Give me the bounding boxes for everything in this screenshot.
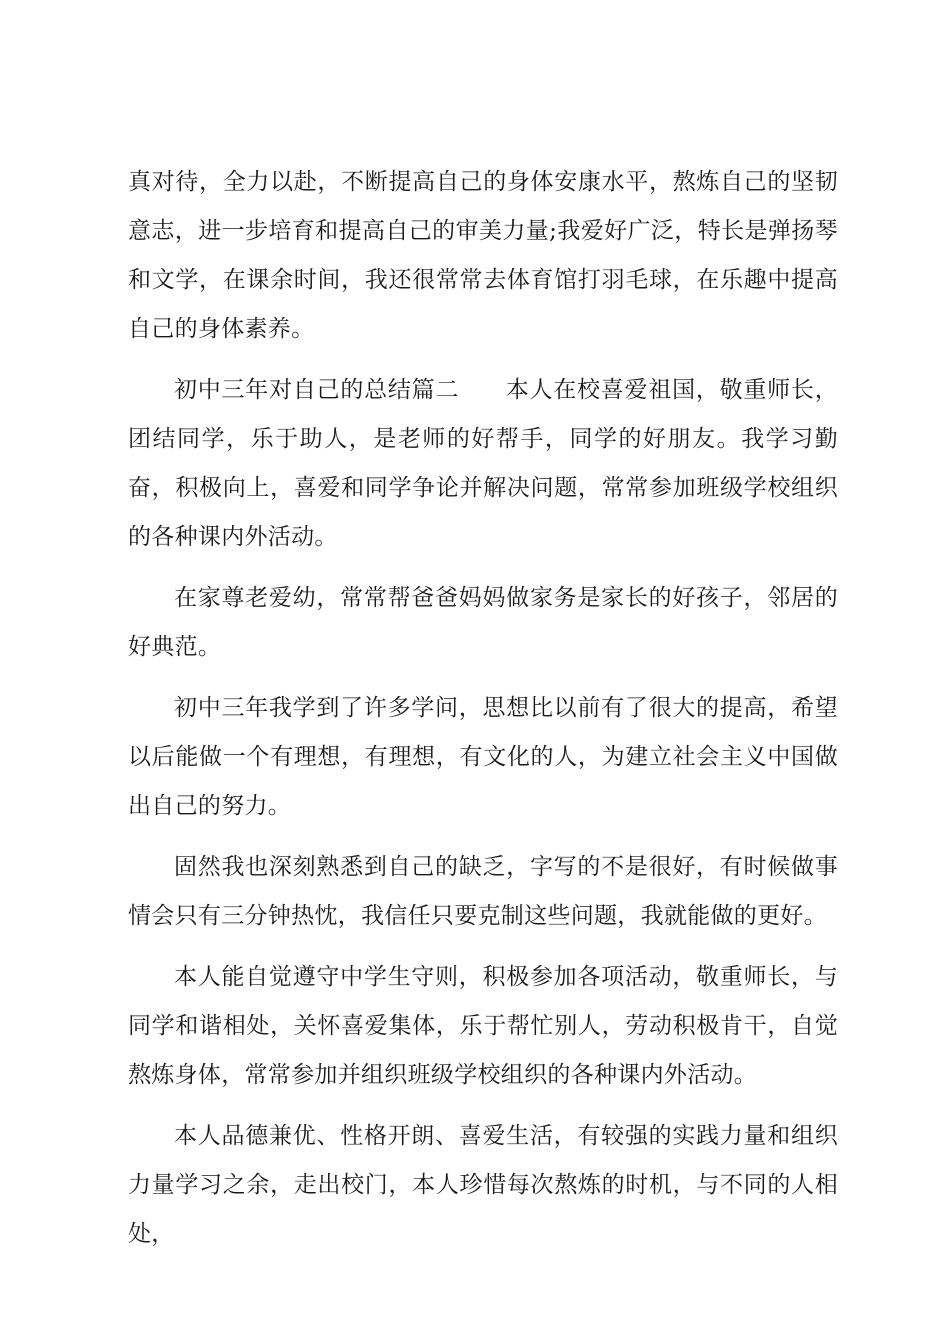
paragraph-continuation: 真对待，全力以赴，不断提高自己的身体安康水平，熬炼自己的坚韧意志，进一步培育和提高自己的审美力量;我爱好广泛，特长是弹扬琴和文学，在课余时间，我还很常常去体育馆打羽毛球，在乐趣中提高自己的身体素养。 xyxy=(128,169,838,342)
paragraph-family: 在家尊老爱幼，常常帮爸爸妈妈做家务是家长的好孩子，邻居的好典范。 xyxy=(128,585,838,660)
document-body xyxy=(128,158,838,1259)
paragraph-text: 本人在校喜爱祖国，敬重师长，团结同学，乐于助人，是老师的好帮手，同学的好朋友。我学习勤奋，积极向上，喜爱和同学争论并解决问题，常常参加班级学校组织的各种课内外活动。 xyxy=(128,377,838,550)
section-heading: 初中三年对自己的总结篇二 xyxy=(174,377,460,403)
paragraph-conduct: 本人能自觉遵守中学生守则，积极参加各项活动，敬重师长，与同学和谐相处，关怀喜爱集体，乐于帮忙别人，劳动积极肯干，自觉熬炼身体，常常参加并组织班级学校组织的各种课内外活动。 xyxy=(128,964,838,1088)
paragraph-shortcomings: 固然我也深刻熟悉到自己的缺乏，字写的不是很好，有时候做事情会只有三分钟热忱，我信任只要克制这些问题，我就能做的更好。 xyxy=(128,854,838,929)
paragraph-knowledge: 初中三年我学到了许多学问，思想比以前有了很大的提高，希望以后能做一个有理想，有理想，有文化的人，为建立社会主义中国做出自己的努力。 xyxy=(128,695,838,819)
paragraph-section-two-intro xyxy=(128,366,838,562)
paragraph-character: 本人品德兼优、性格开朗、喜爱生活，有较强的实践力量和组织力量学习之余，走出校门，本人珍惜每次熬炼的时机，与不同的人相处， xyxy=(128,1123,838,1247)
